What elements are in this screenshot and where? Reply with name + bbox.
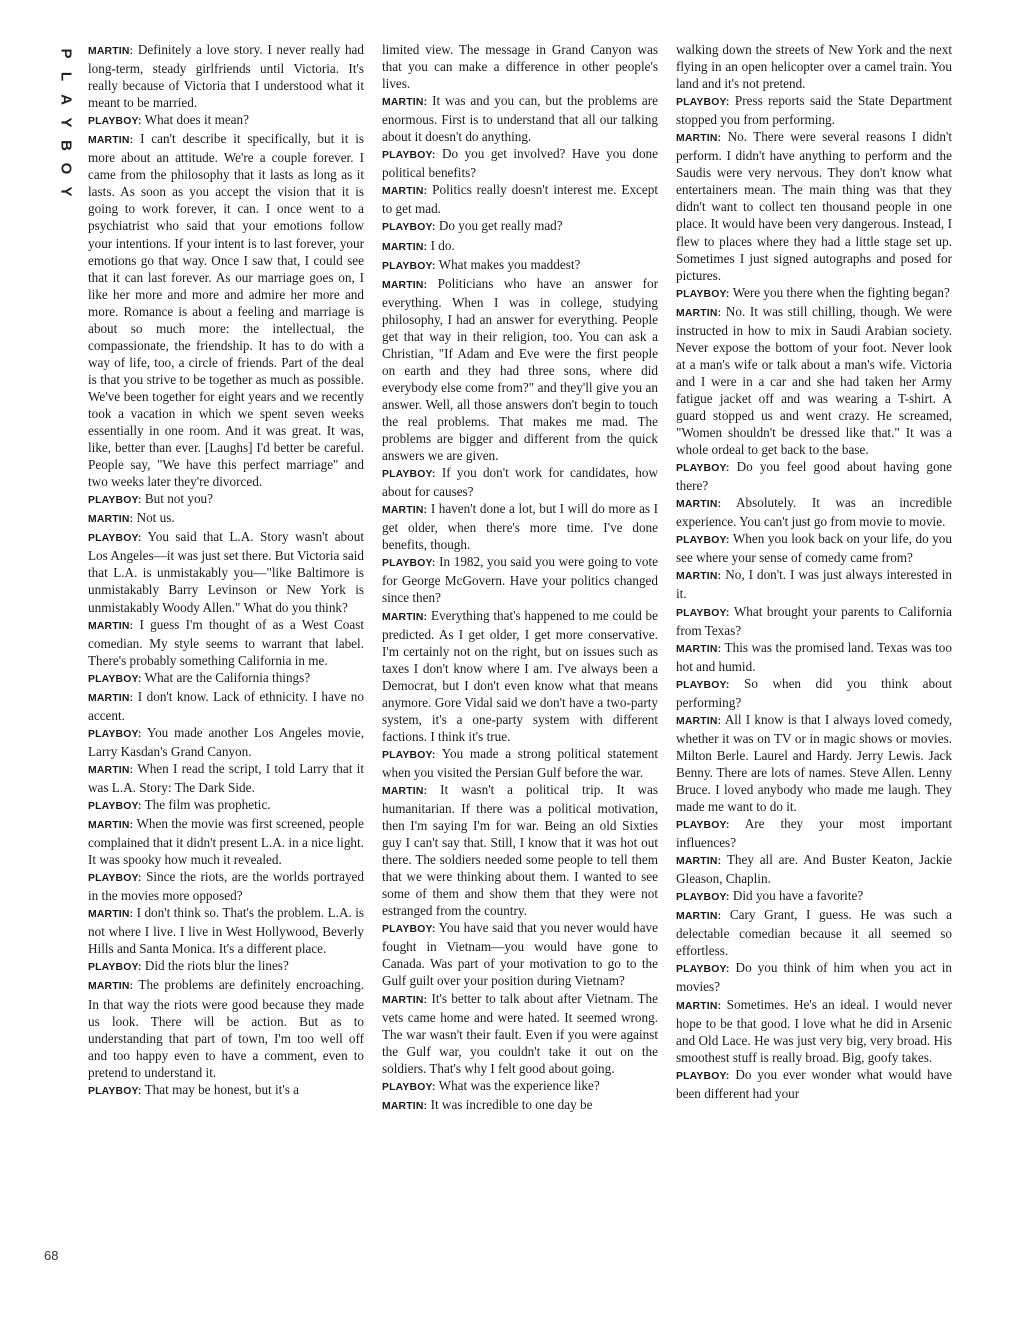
paragraph-text: What are the California things? xyxy=(141,669,311,685)
paragraph-text: Do you feel good about having gone there? xyxy=(676,459,952,494)
speaker-label: PLAYBOY: xyxy=(88,495,142,507)
sidebar-letter: B xyxy=(57,140,75,151)
interview-paragraph xyxy=(88,760,364,796)
speaker-label: MARTIN: xyxy=(88,620,134,632)
interview-paragraph xyxy=(676,92,952,128)
interview-paragraph xyxy=(88,490,364,509)
sidebar-letter: O xyxy=(57,162,75,175)
paragraph-text: Not us. xyxy=(133,510,175,526)
paragraph-text: Do you get involved? Have you done political benefits? xyxy=(382,146,658,181)
paragraph-text: What makes you maddest? xyxy=(435,256,581,272)
speaker-label: MARTIN: xyxy=(676,307,722,319)
paragraph-text: When you look back on your life, do you see where your sense of comedy came from? xyxy=(676,531,952,566)
interview-paragraph xyxy=(382,553,658,606)
paragraph-text: But not you? xyxy=(141,491,213,507)
speaker-label: MARTIN: xyxy=(676,133,722,145)
paragraph-text: It was and you can, but the problems are enormous. First is to understand that all our talking about it doesn't do anything. xyxy=(382,93,658,145)
speaker-label: PLAYBOY: xyxy=(88,533,142,545)
interview-paragraph xyxy=(676,851,952,887)
speaker-label: PLAYBOY: xyxy=(676,288,730,300)
interview-paragraph xyxy=(382,990,658,1077)
interview-paragraph xyxy=(88,111,364,130)
speaker-label: MARTIN: xyxy=(88,820,134,832)
paragraph-text: I don't think so. That's the problem. L.A. is not where I live. I live in West Hollywood, Beverly Hills and Santa Monica. It's a different place. xyxy=(88,905,364,957)
speaker-label: PLAYBOY: xyxy=(676,820,730,832)
interview-paragraph xyxy=(676,711,952,815)
interview-paragraph xyxy=(382,237,658,256)
paragraph-text: It was incredible to one day be xyxy=(427,1096,593,1112)
paragraph-text: limited view. The message in Grand Canyon was that you can make a difference in other people's lives. xyxy=(382,42,658,92)
speaker-label: PLAYBOY: xyxy=(676,964,730,976)
speaker-label: MARTIN: xyxy=(382,994,428,1006)
paragraph-text: Absolutely. It was an incredible experience. You can't just go from movie to movie. xyxy=(676,495,952,530)
speaker-label: PLAYBOY: xyxy=(382,558,436,570)
paragraph-text: I don't know. Lack of ethnicity. I have no accent. xyxy=(88,688,364,723)
text-column-1 xyxy=(88,41,364,1271)
interview-paragraph xyxy=(676,959,952,995)
interview-paragraph xyxy=(676,1066,952,1102)
speaker-label: MARTIN: xyxy=(88,692,134,704)
interview-paragraph xyxy=(676,284,952,303)
speaker-label: PLAYBOY: xyxy=(88,962,142,974)
paragraph-text: Since the riots, are the worlds portrayed in the movies more opposed? xyxy=(88,869,364,904)
paragraph-text: Do you ever wonder what would have been different had your xyxy=(676,1066,952,1101)
speaker-label: PLAYBOY: xyxy=(88,728,142,740)
speaker-label: PLAYBOY: xyxy=(676,607,730,619)
interview-paragraph xyxy=(382,41,658,92)
interview-paragraph xyxy=(88,669,364,688)
paragraph-text: That may be honest, but it's a xyxy=(141,1081,299,1097)
interview-paragraph xyxy=(676,128,952,283)
paragraph-text: What brought your parents to California from Texas? xyxy=(676,603,952,638)
paragraph-text: What does it mean? xyxy=(141,112,249,128)
interview-paragraph xyxy=(676,458,952,494)
interview-paragraph xyxy=(676,41,952,92)
paragraph-text: walking down the streets of New York and the next flying in an open helicopter over a camel train. You land and it's not pretend. xyxy=(676,42,952,92)
paragraph-text: Politicians who have an answer for everything. When I was in college, studying philosophy, I had an answer for everything. People get that way in their religion, too. You can ask a Christian, "If Adam and Eve were the first people on earth and they had three sons, where did everybody else come from?" and they'll give you an answer. Well, all those answers don't begin to touch the real problems. That makes me mad. The problems are bigger and different from the quick answers we are given. xyxy=(382,275,658,464)
paragraph-text: It's better to talk about after Vietnam. The vets came home and were hated. It seemed wrong. The war wasn't their fault. Even if you were against the Gulf war, you couldn't take it out on the soldiers. That's why I felt good about going. xyxy=(382,990,658,1076)
speaker-label: PLAYBOY: xyxy=(382,260,436,272)
text-column-2 xyxy=(382,41,658,1271)
speaker-label: PLAYBOY: xyxy=(382,749,436,761)
paragraph-text: So when did you think about performing? xyxy=(676,675,952,710)
speaker-label: MARTIN: xyxy=(88,135,134,147)
paragraph-text: I guess I'm thought of as a West Coast comedian. My style seems to warrant that label. There's probably something California in me. xyxy=(88,616,364,668)
paragraph-text: I do. xyxy=(427,237,455,253)
paragraph-text: You made another Los Angeles movie, Larry Kasdan's Grand Canyon. xyxy=(88,724,364,759)
magazine-sidebar-title xyxy=(52,42,75,203)
page-number: 68 xyxy=(44,1248,59,1263)
sidebar-letter: Y xyxy=(57,186,75,197)
speaker-label: MARTIN: xyxy=(382,785,428,797)
speaker-label: PLAYBOY: xyxy=(676,1070,730,1082)
sidebar-letter: L xyxy=(57,71,75,82)
paragraph-text: What was the experience like? xyxy=(435,1077,600,1093)
paragraph-text: No, I don't. I was just always interested in it. xyxy=(676,567,952,602)
interview-paragraph xyxy=(382,781,658,919)
interview-paragraph xyxy=(676,566,952,602)
interview-paragraph xyxy=(382,1077,658,1096)
paragraph-text: If you don't work for candidates, how about for causes? xyxy=(382,465,658,500)
speaker-label: PLAYBOY: xyxy=(676,679,730,691)
speaker-label: MARTIN: xyxy=(382,279,428,291)
paragraph-text: When I read the script, I told Larry that it was L.A. Story: The Dark Side. xyxy=(88,760,364,795)
speaker-label: PLAYBOY: xyxy=(382,469,436,481)
speaker-label: MARTIN: xyxy=(382,505,428,517)
interview-paragraph xyxy=(382,181,658,217)
paragraph-text: I can't describe it specifically, but it is more about an attitude. We're a couple forever. I came from the philosophy that it lasts as long as it lasts. As soon as you accept the vision that it is going to work forever, it can. I once went to a psychiatrist who said that your emotions follow your intentions. If your intent is to last forever, your emotions go that way. Once I saw that, I could see that it can last forever. As our marriage goes on, I like her more and more and admire her more and more. Romance is about a feeling and marriage is about so much more: the intellectual, the compassionate, the friendship. It has to do with a way of life, too, a circle of friends. Part of the deal is that you strive to be together as much as possible. We've been together for eight years and we recently took a vacation in which we spent seven weeks essentially in one room. And it was great. It was, like, better than ever. [Laughs] I'd better be careful. People say, "We have this perfect marriage" and two weeks later they're divorced. xyxy=(88,131,364,490)
speaker-label: MARTIN: xyxy=(382,1100,428,1112)
interview-paragraph xyxy=(676,603,952,639)
interview-paragraph xyxy=(382,275,658,465)
speaker-label: MARTIN: xyxy=(676,715,722,727)
interview-paragraph xyxy=(676,815,952,851)
interview-paragraph xyxy=(88,130,364,490)
speaker-label: MARTIN: xyxy=(88,981,134,993)
paragraph-text: No. There were several reasons I didn't perform. I didn't have anything to perform and the Saudis were very nervous. They don't know what entertainers mean. The main thing was that they didn't want to collect ten thousand people in one place. It would have been very dangerous. Instead, I flew to places where they had a little stage set up. Sometimes I just signed autographs and posed for pictures. xyxy=(676,129,952,283)
speaker-label: MARTIN: xyxy=(382,186,428,198)
speaker-label: PLAYBOY: xyxy=(88,116,142,128)
interview-paragraph xyxy=(88,1081,364,1100)
interview-paragraph xyxy=(676,303,952,458)
interview-paragraph xyxy=(88,796,364,815)
speaker-label: MARTIN: xyxy=(676,643,722,655)
speaker-label: PLAYBOY: xyxy=(88,673,142,685)
interview-paragraph xyxy=(676,530,952,566)
paragraph-text: Were you there when the fighting began? xyxy=(729,284,950,300)
interview-paragraph xyxy=(88,724,364,760)
paragraph-text: Did you have a favorite? xyxy=(729,888,864,904)
paragraph-text: The problems are definitely encroaching. In that way the riots were good because they made us look. There will be action. But as to understanding that part of town, I'm too well off and too happy even to have a comment, even to pretend to understand it. xyxy=(88,977,364,1080)
speaker-label: PLAYBOY: xyxy=(88,873,142,885)
speaker-label: MARTIN: xyxy=(88,909,134,921)
interview-paragraph xyxy=(382,256,658,275)
speaker-label: MARTIN: xyxy=(676,856,722,868)
paragraph-text: You have said that you never would have fought in Vietnam—you would have gone to Canada. Was part of your motivation to go to the Gulf guilt over your position during Vietnam? xyxy=(382,920,658,989)
interview-paragraph xyxy=(382,217,658,236)
interview-paragraph xyxy=(676,887,952,906)
paragraph-text: This was the promised land. Texas was too hot and humid. xyxy=(676,639,952,674)
speaker-label: PLAYBOY: xyxy=(676,463,730,475)
speaker-label: PLAYBOY: xyxy=(676,892,730,904)
paragraph-text: I haven't done a lot, but I will do more as I get older, when there's more time. I've done benefits, though. xyxy=(382,501,658,553)
speaker-label: MARTIN: xyxy=(676,571,722,583)
paragraph-text: Do you get really mad? xyxy=(435,218,563,234)
speaker-label: PLAYBOY: xyxy=(88,801,142,813)
speaker-label: MARTIN: xyxy=(88,514,134,526)
text-column-3 xyxy=(676,41,952,1271)
speaker-label: PLAYBOY: xyxy=(88,1085,142,1097)
interview-paragraph xyxy=(676,639,952,675)
speaker-label: MARTIN: xyxy=(382,611,428,623)
paragraph-text: No. It was still chilling, though. We were instructed in how to mix in Saudi Arabian society. Never expose the bottom of your foot. Never look at a man's wife or talk about a man's wife. Victoria and I were in a car and she had taken her Army fatigue jacket off and was wearing a T-shirt. A guard stopped us and went crazy. He screamed, "Women shouldn't be dressed like that." It was a whole ordeal to get back to the base. xyxy=(676,303,952,458)
interview-paragraph xyxy=(382,1096,658,1115)
speaker-label: PLAYBOY: xyxy=(382,1081,436,1093)
speaker-label: PLAYBOY: xyxy=(382,924,436,936)
paragraph-text: All I know is that I always loved comedy, whether it was on TV or in magic shows or movies. Milton Berle. Laurel and Hardy. Jerry Lewis. Jack Benny. There are lots of names. Steve Allen. Lenny Bruce. I loved anybody who made me laugh. They made me want to do it. xyxy=(676,711,952,815)
paragraph-text: You made a strong political statement when you visited the Persian Gulf before the war. xyxy=(382,745,658,780)
interview-paragraph xyxy=(382,745,658,781)
interview-paragraph xyxy=(88,815,364,868)
interview-paragraph xyxy=(88,509,364,528)
paragraph-text: Do you think of him when you act in movies? xyxy=(676,960,952,995)
paragraph-text: Politics really doesn't interest me. Except to get mad. xyxy=(382,182,658,217)
paragraph-text: Press reports said the State Department stopped you from performing. xyxy=(676,93,952,128)
interview-paragraph xyxy=(88,616,364,669)
speaker-label: MARTIN: xyxy=(676,499,722,511)
interview-paragraph xyxy=(676,996,952,1066)
interview-paragraph xyxy=(676,494,952,530)
interview-paragraph xyxy=(676,906,952,959)
speaker-label: MARTIN: xyxy=(382,241,428,253)
interview-paragraph xyxy=(88,528,364,615)
paragraph-text: It wasn't a political trip. It was humanitarian. If there was a political motivation, then I'm saying I'm for war. Being an old Sixties guy I can't say that. Still, I know that it was hot out there. The soldiers needed some people to tell them that we were thinking about them. I wanted to see some of them and show them that they were not estranged from the country. xyxy=(382,781,658,919)
interview-paragraph xyxy=(676,675,952,711)
interview-paragraph xyxy=(88,41,364,111)
sidebar-letter: Y xyxy=(57,117,75,128)
interview-paragraph xyxy=(382,464,658,500)
interview-paragraph xyxy=(88,976,364,1080)
paragraph-text: Cary Grant, I guess. He was such a delectable comedian because it all seemed so effortless. xyxy=(676,907,952,959)
sidebar-letter: P xyxy=(57,48,75,59)
interview-paragraph xyxy=(88,688,364,724)
speaker-label: MARTIN: xyxy=(382,97,428,109)
speaker-label: PLAYBOY: xyxy=(382,150,436,162)
paragraph-text: The film was prophetic. xyxy=(141,797,271,813)
interview-paragraph xyxy=(382,145,658,181)
interview-paragraph xyxy=(382,500,658,553)
paragraph-text: You said that L.A. Story wasn't about Los Angeles—it was just set there. But Victoria said that L.A. is unmistakably you—"like Baltimore is unmistakably Barry Levinson or New York is unmistakably Woody Allen." What do you think? xyxy=(88,529,364,615)
speaker-label: MARTIN: xyxy=(88,46,134,57)
speaker-label: MARTIN: xyxy=(676,1000,722,1012)
speaker-label: PLAYBOY: xyxy=(676,535,730,547)
paragraph-text: Are they your most important influences? xyxy=(676,816,952,851)
paragraph-text: In 1982, you said you were going to vote for George McGovern. Have your politics changed since then? xyxy=(382,554,658,606)
paragraph-text: Did the riots blur the lines? xyxy=(141,958,289,974)
speaker-label: PLAYBOY: xyxy=(676,97,730,109)
interview-paragraph xyxy=(382,92,658,145)
interview-paragraph xyxy=(88,868,364,904)
interview-paragraph xyxy=(88,957,364,976)
speaker-label: MARTIN: xyxy=(676,911,722,923)
paragraph-text: Sometimes. He's an ideal. I would never hope to be that good. I love what he did in Arsenic and Old Lace. He was just very big, very broad. His smoothest stuff is really broad. Big, goofy takes. xyxy=(676,996,952,1065)
paragraph-text: Everything that's happened to me could be predicted. As I get older, I get more conservative. I'm certainly not on the right, but on issues such as taxes I don't know where I am. I've always been a Democrat, but I don't even know what that means anymore. Gore Vidal said we don't have a two-party system, it's a one-party system with different factions. I think it's true. xyxy=(382,607,658,744)
speaker-label: MARTIN: xyxy=(88,764,134,776)
paragraph-text: They all are. And Buster Keaton, Jackie Gleason, Chaplin. xyxy=(676,852,952,887)
paragraph-text: Definitely a love story. I never really had long-term, steady girlfriends until Victoria. It's really because of Victoria that I understood what it meant to be married. xyxy=(88,42,364,111)
sidebar-letter: A xyxy=(57,94,75,105)
speaker-label: PLAYBOY: xyxy=(382,222,436,234)
paragraph-text: When the movie was first screened, people complained that it didn't present L.A. in a nice light. It was spooky how much it revealed. xyxy=(88,816,364,868)
interview-paragraph xyxy=(382,919,658,989)
interview-paragraph xyxy=(382,607,658,745)
interview-paragraph xyxy=(88,904,364,957)
